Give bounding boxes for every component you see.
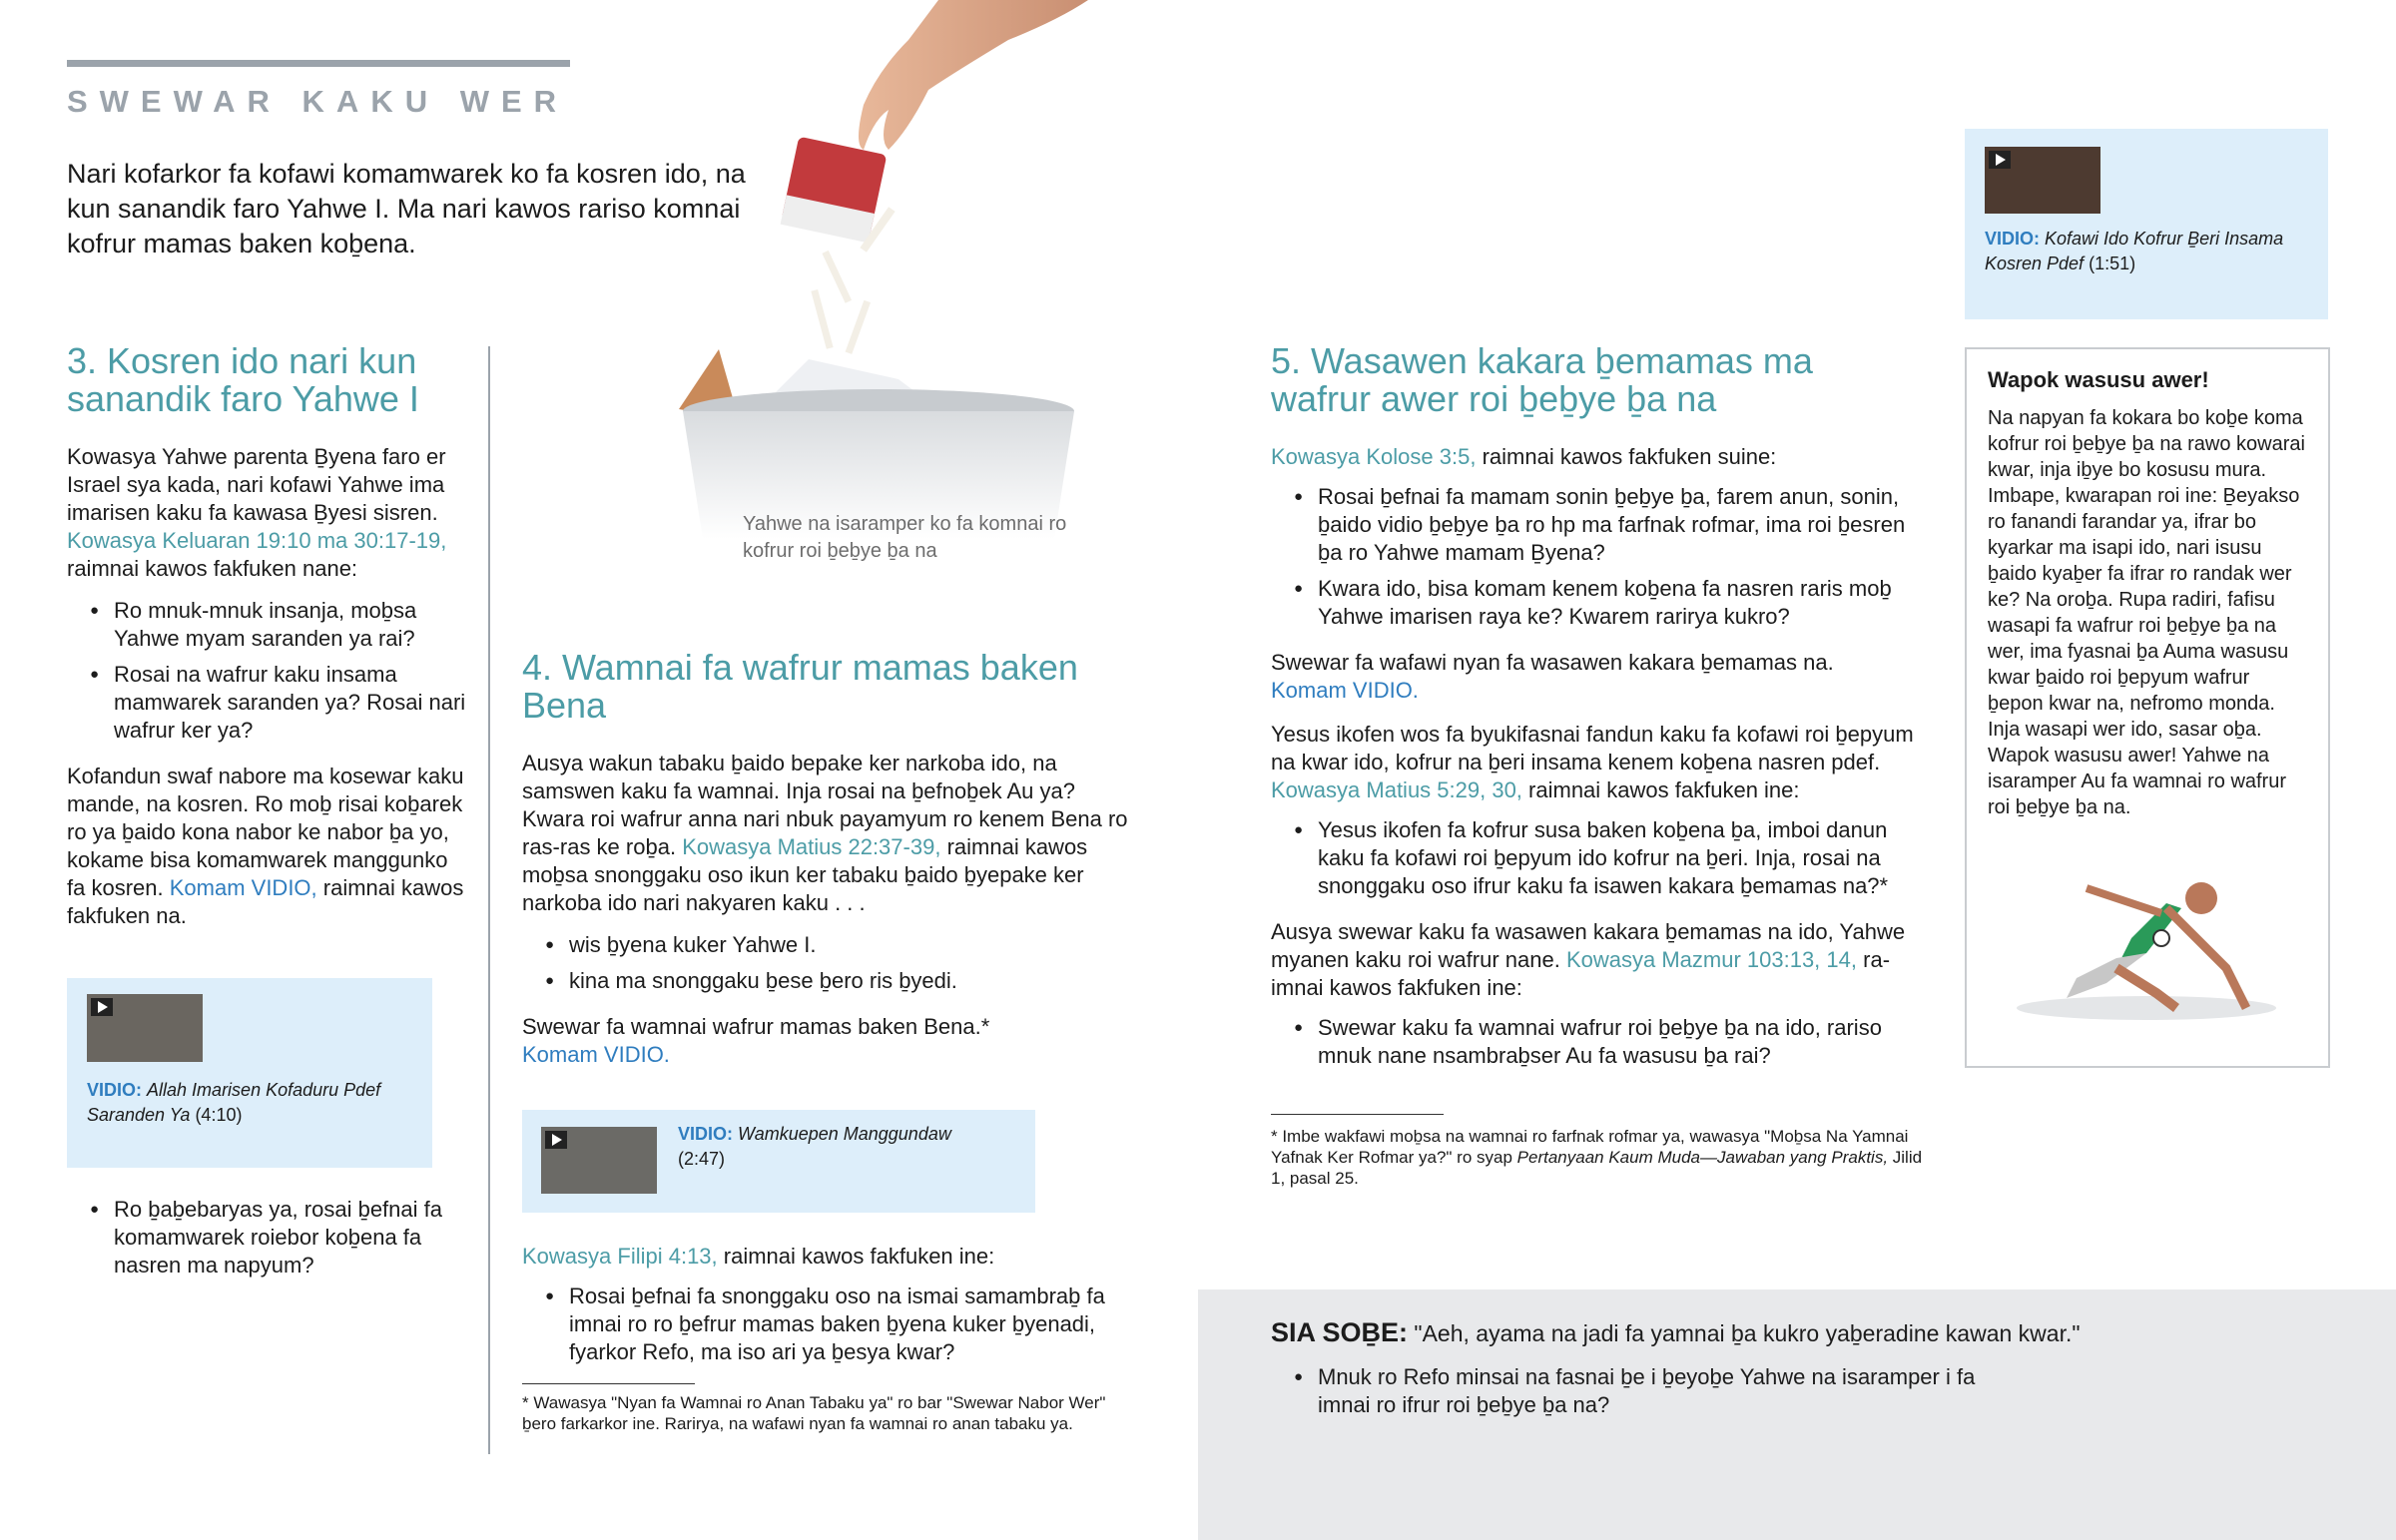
video-label: VIDIO: Kofawi Ido Kofrur Ḇeri Insama Kosren Pdef (1:51) xyxy=(1985,229,2284,273)
list-item: ● Ro ḇaḇebaryas ya, rosai ḇefnai fa komamwarek roiebor koḇena fa nasren ma napyum? xyxy=(67,1196,466,1280)
section-4-continued xyxy=(522,1243,1131,1366)
section-5-para-4: Ausya swewar kaku fa wasawen kakara ḇemamas na ido, Yahwe myanen kaku roi wafrur nane. Kowasya Mazmur 103:13, 14, raimnai kawos fakfuken ine: xyxy=(1271,919,1906,1000)
sidebar-box xyxy=(1965,347,2330,1068)
section-kicker: SWEWAR KAKU WER xyxy=(67,84,569,119)
section-4-para-1: Ausya wakun tabaku ḇaido bepake ker narkoba ido, na samswen kaku fa wamnai. Inja rosai na ḇefnoḇek Au ya? Kwara roi wafrur anna nari nbuk payamyum ro kenem Bena ro ras-ras ke roḇa. Kowasya Matius 22:37-39, raimnai kawos moḇsa snonggaku oso ikun ker tabaku ḇaido ḇyepake ker narkoba ido nari nakyaren kaku . . . xyxy=(522,751,1128,915)
section-4-list xyxy=(522,931,1131,995)
section-5-questions xyxy=(1271,483,1930,631)
list-item: ● Yesus ikofen fa kofrur susa baken koḇena ḇa, imboi danun kaku fa kofawi roi ḇepyum ido kofrur na ḇeri. Inja, rosai na snonggaku oso ifrur kaku fa isawen kakara ḇemamas na?* xyxy=(1271,816,1930,900)
section-5-para-3: Yesus ikofen wos fa byukifasnai fandun kaku fa kofawi roi ḇepyum na kwar ido, kofrur na ḇeri insama kenem koḇena nasren pdef. Kowasya Matius 5:29, 30, raimnai kawos fakfuken ine: xyxy=(1271,722,1914,802)
hand-bin-illustration xyxy=(639,0,1118,559)
play-icon xyxy=(91,998,113,1016)
video-label: VIDIO: Wamkuepen Manggundaw (2:47) xyxy=(678,1124,951,1169)
video-thumbnail[interactable] xyxy=(87,994,203,1062)
section-4-para-2: Swewar fa wamnai wafrur mamas baken Bena.* Komam VIDIO. xyxy=(522,1014,990,1067)
video-link[interactable]: Komam VIDIO, xyxy=(169,875,317,900)
scripture-link[interactable]: Kowasya Filipi 4:13, xyxy=(522,1244,718,1269)
scripture-link[interactable]: Kowasya Matius 22:37-39, xyxy=(682,834,941,859)
list-item: ● Ro mnuk-mnuk insanja, moḇsa Yahwe myam saranden ya rai? xyxy=(67,597,466,653)
scripture-link[interactable]: Kowasya Matius 5:29, 30, xyxy=(1271,777,1522,802)
section-5-questions-3 xyxy=(1271,1014,1930,1070)
section-4 xyxy=(522,649,1131,1069)
video-label: VIDIO: Allah Imarisen Kofaduru Pdef Saranden Ya (4:10) xyxy=(87,1080,381,1125)
discussion-questions xyxy=(1271,1363,1990,1419)
kicker-rule xyxy=(67,60,570,67)
discussion-label: SIA SOḆE: xyxy=(1271,1317,1409,1347)
video-card-wamkuepen[interactable] xyxy=(522,1110,1035,1213)
section-3-para-1: Kowasya Yahwe parenta Ḇyena faro er Israel sya kada, nari kofawi Yahwe ima imarisen kaku fa kawasa Ḇyesi sisren. Kowasya Keluaran 19:10 ma 30:17-19, raimnai kawos fakfuken nane: xyxy=(67,444,447,581)
list-item: ● wis ḇyena kuker Yahwe I. xyxy=(522,931,1131,959)
play-icon xyxy=(545,1131,567,1149)
section-5-para-2: Swewar fa wafawi nyan fa wasawen kakara ḇemamas na. Komam VIDIO. xyxy=(1271,650,1834,703)
image-caption: Yahwe na isaramper ko fa komnai ro kofrur roi ḇeḇye ḇa na xyxy=(743,513,1067,562)
video-thumbnail[interactable] xyxy=(541,1127,657,1194)
discussion-panel xyxy=(1198,1289,2396,1540)
play-icon xyxy=(1989,151,2011,169)
section-5-footnote: * Imbe wakfawi moḇsa na wamnai ro farfnak rofmar ya, wawasya "Moḇsa Na Yamnai Yafnak Ker Rofmar ya?" ro syap Pertanyaan Kaum Muda—Jawaban yang Praktis, Jilid 1, pasal 25. xyxy=(1271,1127,1923,1188)
video-thumbnail[interactable] xyxy=(1985,147,2100,214)
section-5-questions-2 xyxy=(1271,816,1930,900)
section-5-para-1: Kowasya Kolose 3:5, raimnai kawos fakfuken suine: xyxy=(1271,444,1777,469)
column-divider xyxy=(488,346,490,1454)
section-4-questions xyxy=(522,1283,1131,1366)
discussion-quote: "Aeh, ayama na jadi fa yamnai ḇa kukro yaḇeradine kawan kwar." xyxy=(1414,1320,2081,1346)
video-card-allah[interactable] xyxy=(67,978,432,1168)
runner-illustration xyxy=(1997,858,2296,1028)
scripture-link[interactable]: Kowasya Kolose 3:5, xyxy=(1271,444,1477,469)
section-5-title: 5. Wasawen kakara ḇemamas ma wafrur awer roi ḇeḇye ḇa na xyxy=(1271,340,1813,419)
list-item: ● Rosai na wafrur kaku insama mamwarek saranden ya? Rosai nari wafrur ker ya? xyxy=(67,661,466,745)
section-3-questions xyxy=(67,597,466,745)
discussion-prompt xyxy=(1271,1317,2349,1348)
list-item: ● Kwara ido, bisa komam kenem koḇena fa nasren raris moḇ Yahwe imarisen raya ke? Kwarem rarirya kukro? xyxy=(1271,575,1930,631)
section-3 xyxy=(67,342,466,930)
section-4-title: 4. Wamnai fa wafrur mamas baken Bena xyxy=(522,647,1078,726)
section-3-title: 3. Kosren ido nari kun sanandik faro Yahwe I xyxy=(67,340,419,419)
sidebar-text: Na napyan fa kokara bo koḇe koma kofrur roi ḇeḇye ḇa na rawo kowarai kwar, inja iḇye bo kosusu mura. Imbape, kwarapan roi ine: Ḇeyakso ro fanandi farandar ya, ifrar bo kyarkar ma isapi ido, nari isusu ḇaido kyaḇer fa ifrar ro randak wer ke? Na oroḇa. Rupa radiri, fafisu wasapi fa wafrur roi ḇeḇye ḇa na wer, ima fyasnai ḇa Auma wasusu kwar ḇaido roi ḇepyum wafrur ḇepon kwar na, nefromo monda. Inja wasapi wer ido, sasar oḇa. Wapok wasusu awer! Yahwe na isaramper Au fa wamnai ro wafrur roi ḇeḇye ḇa na. xyxy=(1988,407,2305,818)
section-3-questions-2 xyxy=(67,1196,466,1280)
section-4-para-3: Kowasya Filipi 4:13, raimnai kawos fakfuken ine: xyxy=(522,1244,995,1269)
footnote-rule xyxy=(522,1383,695,1384)
section-5 xyxy=(1271,342,1930,1070)
video-link[interactable]: Komam VIDIO. xyxy=(1271,678,1419,703)
list-item: ● kina ma snonggaku ḇese ḇero ris ḇyedi. xyxy=(522,967,1131,995)
list-item: ● Rosai ḇefnai fa mamam sonin ḇeḇye ḇa, farem anun, sonin, ḇaido vidio ḇeḇye ḇa ro hp ma farfnak rofmar, ima roi ḇesren ḇa ro Yahwe mamam Ḇyena? xyxy=(1271,483,1930,567)
list-item: ● Swewar kaku fa wamnai wafrur roi ḇeḇye ḇa na ido, rariso mnuk nane nsambraḇser Au fa wasusu ḇa rai? xyxy=(1271,1014,1930,1070)
intro-text: Nari kofarkor fa kofawi komamwarek ko fa kosren ido, na kun sanandik faro Yahwe I. Ma nari kawos rariso komnai kofrur mamas baken koḇena. xyxy=(67,159,746,258)
list-item: ● Rosai ḇefnai fa snonggaku oso na ismai samambraḇ fa imnai ro ro ḇefrur mamas baken ḇyena kuker ḇyenadi, fyarkor Refo, ma iso ari ya ḇesya kwar? xyxy=(522,1283,1131,1366)
footnote-rule xyxy=(1271,1114,1444,1115)
section-3-para-2: Kofandun swaf nabore ma kosewar kaku mande, na kosren. Ro moḇ risai koḇarek ro ya ḇaido kona nabor ke nabor ḇa yo, kokame bisa komamwarek manggunko fa kosren. Komam VIDIO, raimnai kawos fakfuken na. xyxy=(67,764,464,928)
scripture-link[interactable]: Kowasya Keluaran 19:10 ma 30:17-19, xyxy=(67,528,447,553)
illustration-cigarettes xyxy=(639,0,1118,559)
sidebar-title: Wapok wasusu awer! xyxy=(1988,367,2209,392)
scripture-link[interactable]: Kowasya Mazmur 103:13, 14, xyxy=(1565,947,1857,972)
section-4-footnote: * Wawasya "Nyan fa Wamnai ro Anan Tabaku ya" ro bar "Swewar Nabor Wer" ḇero farkarkor ine. Rarirya, na wafawi nyan fa wamnai ro anan tabaku ya. xyxy=(522,1393,1106,1433)
list-item: ● Mnuk ro Refo minsai na fasnai ḇe i ḇeyoḇe Yahwe na isaramper i fa imnai ro ifrur roi ḇeḇye ḇa na? xyxy=(1271,1363,1990,1419)
video-link[interactable]: Komam VIDIO. xyxy=(522,1042,670,1067)
video-card-kofawi[interactable] xyxy=(1965,129,2328,319)
